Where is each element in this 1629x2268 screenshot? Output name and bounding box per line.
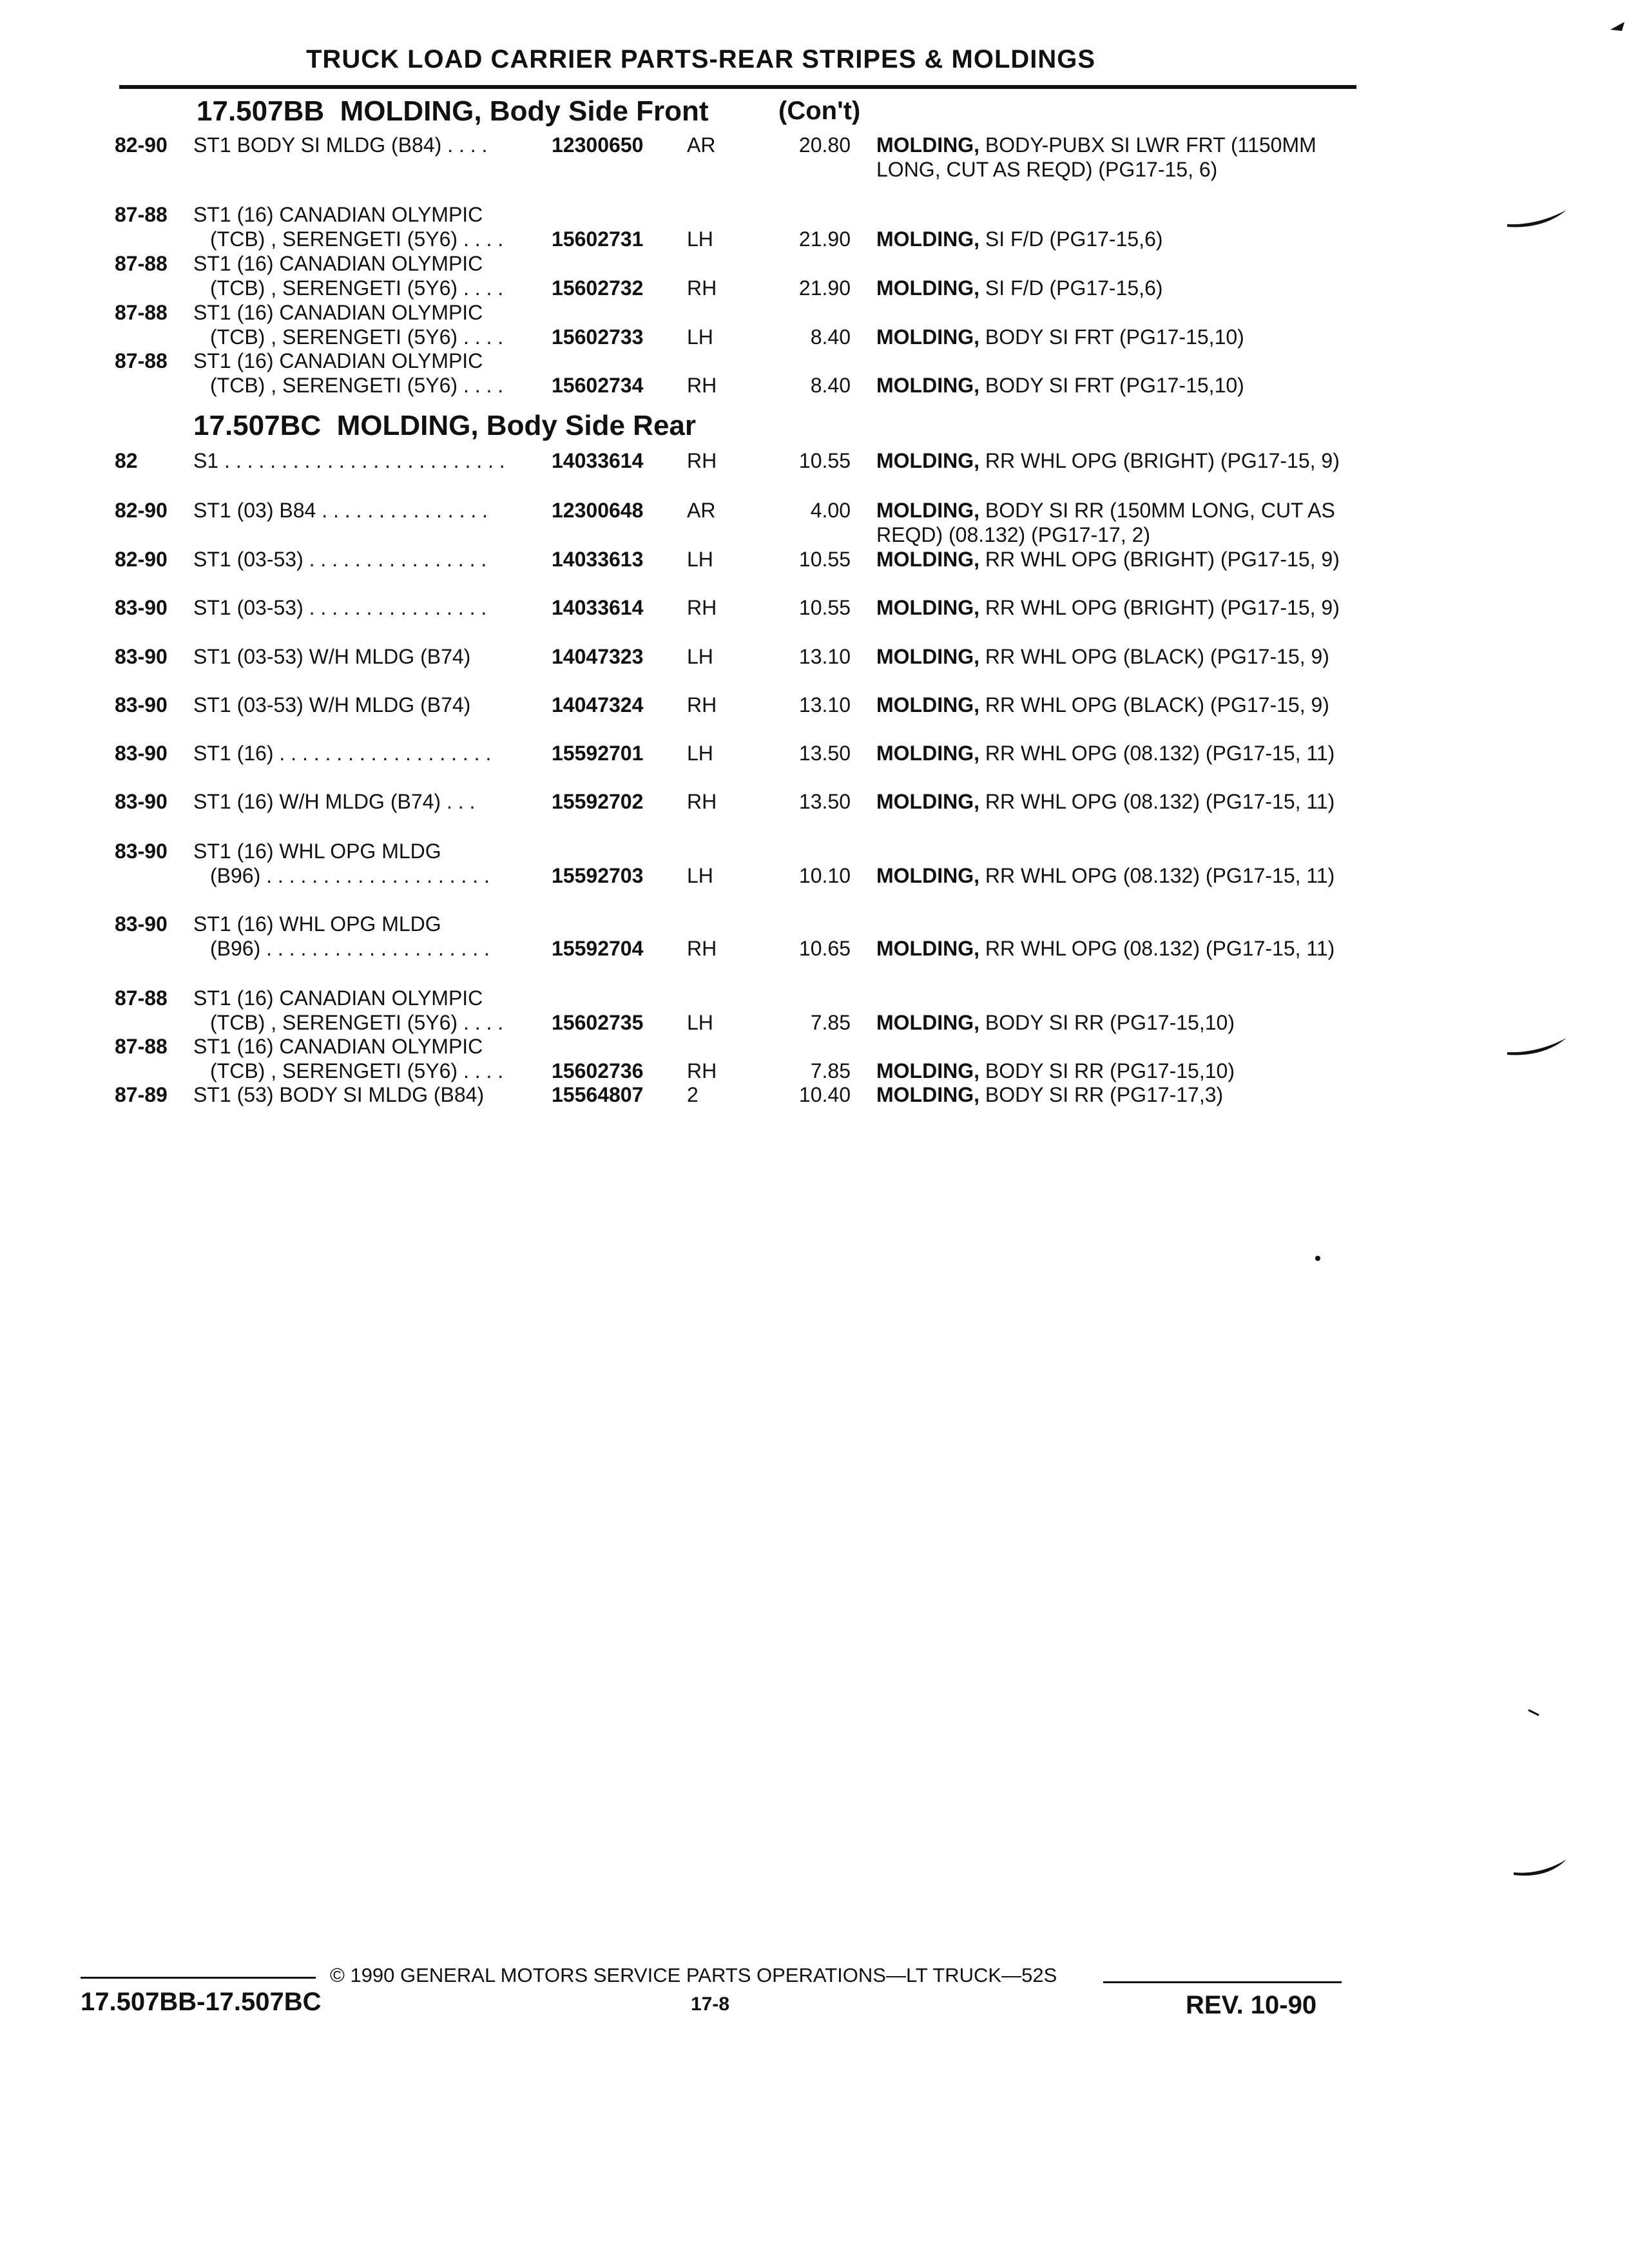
part-description xyxy=(876,936,1353,961)
table-row xyxy=(0,547,1629,571)
part-number: 15602731 xyxy=(552,227,644,251)
part-type: MOLDING, xyxy=(876,499,979,522)
part-description xyxy=(876,693,1353,717)
year-range: 87-89 xyxy=(115,1083,168,1106)
section-title-bc xyxy=(193,410,696,442)
table-row xyxy=(0,251,1629,300)
part-description xyxy=(876,227,1353,251)
table-row xyxy=(0,300,1629,349)
table-row xyxy=(0,595,1629,619)
year-range: 83-90 xyxy=(115,912,168,936)
footer-revision: REV. 10-90 xyxy=(1186,1991,1317,2019)
section-title-bb xyxy=(197,95,709,128)
part-type: MOLDING, xyxy=(876,133,979,157)
model-description: (TCB) , SERENGETI (5Y6) . . . . xyxy=(210,325,504,349)
part-description xyxy=(876,644,1353,669)
year-range: 87-88 xyxy=(115,301,168,324)
side-code: LH xyxy=(687,864,713,887)
part-number: 14033614 xyxy=(552,596,644,619)
part-detail: RR WHL OPG (BRIGHT) (PG17-15, 9) xyxy=(979,449,1340,472)
part-detail: RR WHL OPG (08.132) (PG17-15, 11) xyxy=(979,790,1335,813)
table-row xyxy=(0,644,1629,668)
part-number: 14033613 xyxy=(552,548,644,571)
part-type: MOLDING, xyxy=(876,1083,979,1106)
part-number: 15592702 xyxy=(552,790,644,813)
section-name: MOLDING, Body Side Rear xyxy=(336,410,697,441)
part-detail: BODY SI RR (PG17-15,10) xyxy=(979,1011,1235,1034)
part-description xyxy=(876,133,1353,182)
side-code: LH xyxy=(687,548,713,571)
model-description: ST1 (16) CANADIAN OLYMPIC xyxy=(193,1035,483,1058)
model-description: ST1 (16) CANADIAN OLYMPIC xyxy=(193,252,483,275)
price: 10.55 xyxy=(798,449,851,472)
side-code: LH xyxy=(687,1011,713,1034)
year-range: 82-90 xyxy=(115,499,168,522)
side-code: LH xyxy=(687,742,713,765)
price: 4.00 xyxy=(810,499,851,522)
part-detail: RR WHL OPG (BRIGHT) (PG17-15, 9) xyxy=(979,548,1340,571)
side-code: RH xyxy=(687,276,717,300)
part-detail: BODY SI FRT (PG17-15,10) xyxy=(979,325,1244,349)
part-number: 14047324 xyxy=(552,693,644,716)
part-description xyxy=(876,1059,1353,1083)
year-range: 87-88 xyxy=(115,1035,168,1058)
price: 21.90 xyxy=(798,276,851,300)
model-description: ST1 (03-53) W/H MLDG (B74) xyxy=(193,645,471,668)
price: 10.55 xyxy=(798,596,851,619)
model-description: (TCB) , SERENGETI (5Y6) . . . . xyxy=(210,227,504,251)
scan-mark-1 xyxy=(1505,206,1569,232)
part-type: MOLDING, xyxy=(876,742,979,765)
part-detail: RR WHL OPG (BRIGHT) (PG17-15, 9) xyxy=(979,596,1340,619)
price: 13.50 xyxy=(798,790,851,813)
section-code: 17.507BB xyxy=(197,95,325,127)
year-range: 83-90 xyxy=(115,840,168,863)
side-code: RH xyxy=(687,596,717,619)
table-row xyxy=(0,202,1629,251)
scan-mark-top xyxy=(1608,19,1627,35)
year-range: 83-90 xyxy=(115,693,168,716)
part-detail: RR WHL OPG (BLACK) (PG17-15, 9) xyxy=(979,645,1329,668)
part-type: MOLDING, xyxy=(876,790,979,813)
model-description: ST1 (16) CANADIAN OLYMPIC xyxy=(193,203,483,226)
footer-rule-right xyxy=(1103,1981,1342,1983)
price: 7.85 xyxy=(810,1011,851,1034)
part-description xyxy=(876,325,1353,349)
part-detail: BODY SI RR (150MM LONG, CUT AS REQD) (08.132) (PG17-17, 2) xyxy=(876,499,1335,546)
model-description: (B96) . . . . . . . . . . . . . . . . . . . . xyxy=(210,864,490,887)
part-detail: RR WHL OPG (BLACK) (PG17-15, 9) xyxy=(979,693,1329,716)
price: 13.10 xyxy=(798,645,851,668)
model-description: (TCB) , SERENGETI (5Y6) . . . . xyxy=(210,276,504,300)
model-description: ST1 (03-53) . . . . . . . . . . . . . . . . xyxy=(193,596,487,619)
part-detail: BODY SI FRT (PG17-15,10) xyxy=(979,374,1244,397)
model-description: (TCB) , SERENGETI (5Y6) . . . . xyxy=(210,1011,504,1034)
price: 21.90 xyxy=(798,227,851,251)
part-number: 15602735 xyxy=(552,1011,644,1034)
part-description xyxy=(876,1010,1353,1035)
side-code: RH xyxy=(687,693,717,716)
year-range: 83-90 xyxy=(115,596,168,619)
part-number: 15592704 xyxy=(552,937,644,960)
footer-section-range: 17.507BB-17.507BC xyxy=(81,1988,322,2016)
part-number: 15602732 xyxy=(552,276,644,300)
model-description: S1 . . . . . . . . . . . . . . . . . . . . . . . . . xyxy=(193,449,505,472)
footer-copyright: © 1990 GENERAL MOTORS SERVICE PARTS OPERATIONS—LT TRUCK—52S xyxy=(330,1964,1057,1986)
part-type: MOLDING, xyxy=(876,693,979,716)
table-row xyxy=(0,498,1629,546)
table-row xyxy=(0,1082,1629,1106)
year-range: 83-90 xyxy=(115,742,168,765)
price: 10.10 xyxy=(798,864,851,887)
footer-page-number: 17-8 xyxy=(691,1994,730,2015)
header-rule xyxy=(119,85,1356,89)
model-description: (TCB) , SERENGETI (5Y6) . . . . xyxy=(210,1059,504,1082)
side-code: RH xyxy=(687,790,717,813)
part-description xyxy=(876,863,1353,888)
model-description: ST1 (16) W/H MLDG (B74) . . . xyxy=(193,790,476,813)
year-range: 82 xyxy=(115,449,138,472)
side-code: RH xyxy=(687,937,717,960)
part-detail: BODY SI RR (PG17-15,10) xyxy=(979,1059,1235,1082)
model-description: ST1 (16) CANADIAN OLYMPIC xyxy=(193,986,483,1010)
side-code: 2 xyxy=(687,1083,699,1106)
part-detail: RR WHL OPG (08.132) (PG17-15, 11) xyxy=(979,864,1335,887)
part-type: MOLDING, xyxy=(876,227,979,251)
part-number: 15602734 xyxy=(552,374,644,397)
part-number: 15602733 xyxy=(552,325,644,349)
side-code: LH xyxy=(687,227,713,251)
year-range: 83-90 xyxy=(115,790,168,813)
model-description: ST1 (16) . . . . . . . . . . . . . . . . . . . xyxy=(193,742,492,765)
part-detail: RR WHL OPG (08.132) (PG17-15, 11) xyxy=(979,937,1335,960)
year-range: 82-90 xyxy=(115,133,168,157)
part-type: MOLDING, xyxy=(876,325,979,349)
part-description xyxy=(876,595,1353,620)
table-row xyxy=(0,448,1629,472)
part-description xyxy=(876,448,1353,473)
side-code: LH xyxy=(687,325,713,349)
table-row xyxy=(0,839,1629,887)
part-type: MOLDING, xyxy=(876,596,979,619)
scan-mark-2 xyxy=(1505,1034,1569,1060)
part-description xyxy=(876,498,1353,547)
part-description xyxy=(876,276,1353,300)
side-code: RH xyxy=(687,1059,717,1082)
section-code: 17.507BC xyxy=(193,410,322,441)
part-type: MOLDING, xyxy=(876,374,979,397)
price: 8.40 xyxy=(810,325,851,349)
part-number: 14033614 xyxy=(552,449,644,472)
part-detail: SI F/D (PG17-15,6) xyxy=(979,276,1163,300)
side-code: AR xyxy=(687,133,716,157)
part-type: MOLDING, xyxy=(876,276,979,300)
part-type: MOLDING, xyxy=(876,937,979,960)
part-detail: BODY SI RR (PG17-17,3) xyxy=(979,1083,1224,1106)
model-description: ST1 BODY SI MLDG (B84) . . . . xyxy=(193,133,488,157)
model-description: ST1 (16) CANADIAN OLYMPIC xyxy=(193,301,483,324)
model-description: (B96) . . . . . . . . . . . . . . . . . . . . xyxy=(210,937,490,960)
model-description: (TCB) , SERENGETI (5Y6) . . . . xyxy=(210,374,504,397)
price: 10.65 xyxy=(798,937,851,960)
price: 10.55 xyxy=(798,548,851,571)
side-code: RH xyxy=(687,374,717,397)
part-number: 12300648 xyxy=(552,499,644,522)
side-code: LH xyxy=(687,645,713,668)
model-description: ST1 (03-53) . . . . . . . . . . . . . . . . xyxy=(193,548,487,571)
part-type: MOLDING, xyxy=(876,1011,979,1034)
model-description: ST1 (53) BODY SI MLDG (B84) xyxy=(193,1083,485,1106)
part-type: MOLDING, xyxy=(876,1059,979,1082)
part-detail: RR WHL OPG (08.132) (PG17-15, 11) xyxy=(979,742,1335,765)
part-detail: BODY-PUBX SI LWR FRT (1150MM LONG, CUT AS REQD) (PG17-15, 6) xyxy=(876,133,1316,181)
side-code: AR xyxy=(687,499,716,522)
scan-mark-3 xyxy=(1511,1856,1569,1881)
part-description xyxy=(876,789,1353,814)
part-number: 15592703 xyxy=(552,864,644,887)
model-description: ST1 (16) CANADIAN OLYMPIC xyxy=(193,349,483,372)
part-number: 15602736 xyxy=(552,1059,644,1082)
part-description xyxy=(876,373,1353,398)
price: 13.50 xyxy=(798,742,851,765)
scan-dot xyxy=(1315,1255,1321,1262)
continued-label: (Con't) xyxy=(778,97,861,125)
footer-rule-left xyxy=(81,1977,316,1979)
part-type: MOLDING, xyxy=(876,864,979,887)
part-type: MOLDING, xyxy=(876,548,979,571)
table-row xyxy=(0,789,1629,813)
part-number: 15592701 xyxy=(552,742,644,765)
year-range: 83-90 xyxy=(115,645,168,668)
side-code: RH xyxy=(687,449,717,472)
year-range: 82-90 xyxy=(115,548,168,571)
part-number: 15564807 xyxy=(552,1083,644,1106)
part-number: 12300650 xyxy=(552,133,644,157)
part-description xyxy=(876,1082,1353,1107)
table-row xyxy=(0,1034,1629,1082)
part-description xyxy=(876,547,1353,572)
model-description: ST1 (16) WHL OPG MLDG xyxy=(193,912,441,936)
table-row xyxy=(0,741,1629,765)
price: 8.40 xyxy=(810,374,851,397)
model-description: ST1 (03-53) W/H MLDG (B74) xyxy=(193,693,471,716)
part-type: MOLDING, xyxy=(876,449,979,472)
section-name: MOLDING, Body Side Front xyxy=(340,95,709,127)
price: 10.40 xyxy=(798,1083,851,1106)
year-range: 87-88 xyxy=(115,252,168,275)
part-number: 14047323 xyxy=(552,645,644,668)
model-description: ST1 (03) B84 . . . . . . . . . . . . . . . xyxy=(193,499,488,522)
page-header-title: TRUCK LOAD CARRIER PARTS-REAR STRIPES & MOLDINGS xyxy=(306,45,1096,73)
part-detail: SI F/D (PG17-15,6) xyxy=(979,227,1163,251)
model-description: ST1 (16) WHL OPG MLDG xyxy=(193,840,441,863)
year-range: 87-88 xyxy=(115,349,168,372)
part-description xyxy=(876,741,1353,765)
scan-mark-4 xyxy=(1527,1707,1540,1716)
year-range: 87-88 xyxy=(115,203,168,226)
price: 7.85 xyxy=(810,1059,851,1082)
part-type: MOLDING, xyxy=(876,645,979,668)
price: 13.10 xyxy=(798,693,851,716)
year-range: 87-88 xyxy=(115,986,168,1010)
price: 20.80 xyxy=(798,133,851,157)
